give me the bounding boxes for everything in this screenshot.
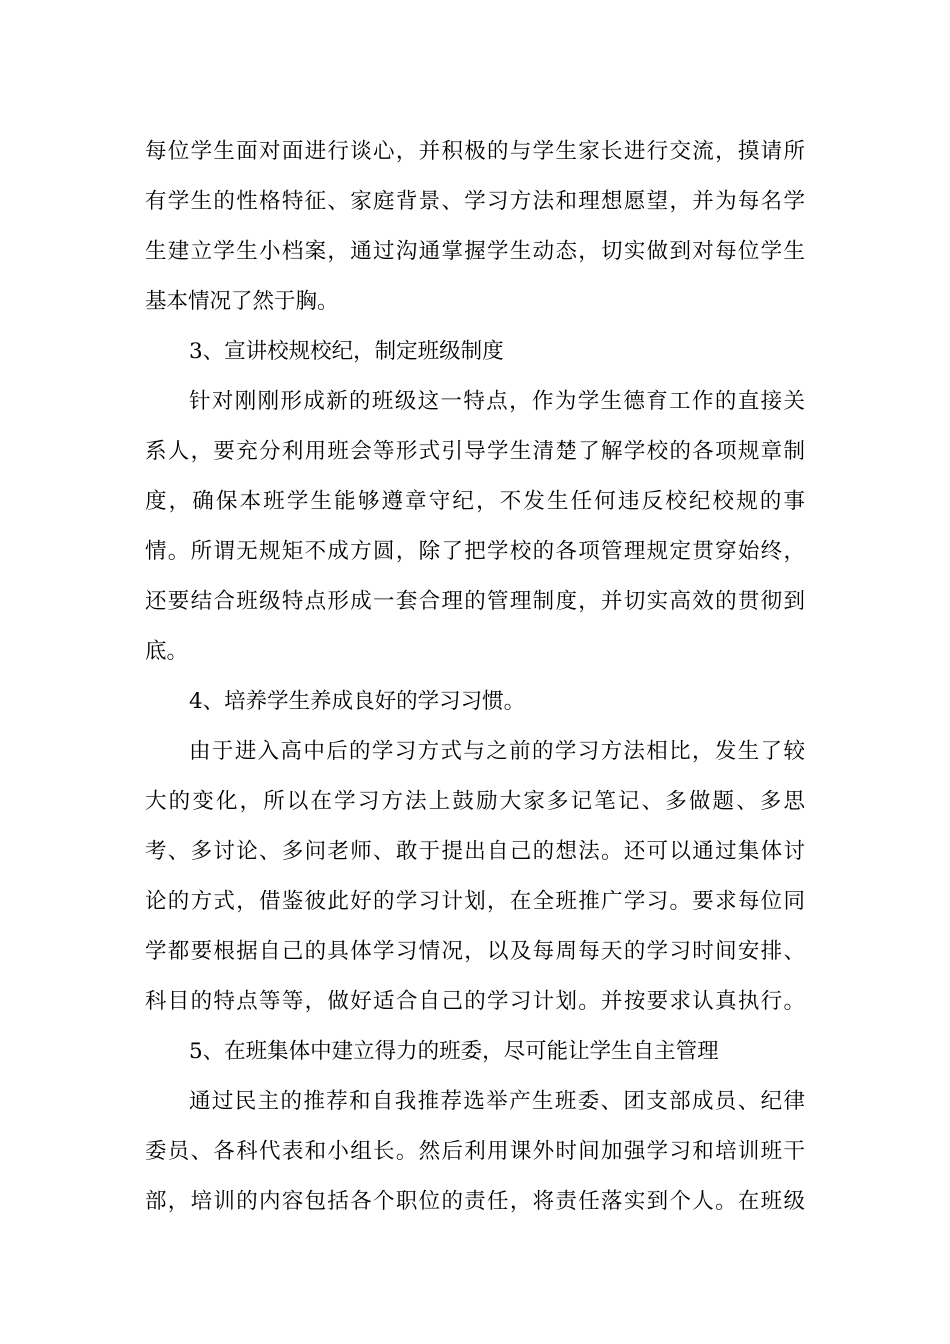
text-line: 还要结合班级特点形成一套合理的管理制度，并切实高效的贯彻到 [145,589,805,614]
paragraph-first-line: 针对刚刚形成新的班级这一特点，作为学生德育工作的直接关 [189,389,805,414]
paragraph-first-line: 由于进入高中后的学习方式与之前的学习方法相比，发生了较 [189,739,805,764]
text-line: 大的变化，所以在学习方法上鼓励大家多记笔记、多做题、多思 [145,789,805,814]
text-line: 考、多讨论、多问老师、敢于提出自己的想法。还可以通过集体讨 [145,839,805,864]
text-line: 底。 [145,639,189,664]
text-line: 委员、各科代表和小组长。然后利用课外时间加强学习和培训班干 [145,1139,805,1164]
text-line: 基本情况了然于胸。 [145,289,339,314]
text-line: 科目的特点等等，做好适合自己的学习计划。并按要求认真执行。 [145,989,805,1014]
text-line: 度，确保本班学生能够遵章守纪，不发生任何违反校纪校规的事 [145,489,805,514]
text-line: 学都要根据自己的具体学习情况，以及每周每天的学习时间安排、 [145,939,805,964]
text-line: 每位学生面对面进行谈心，并积极的与学生家长进行交流，摸请所 [145,139,805,164]
section-heading: 4、培养学生养成良好的学习习惯。 [189,689,526,714]
text-line: 系人，要充分利用班会等形式引导学生清楚了解学校的各项规章制 [145,439,805,464]
text-line: 有学生的性格特征、家庭背景、学习方法和理想愿望，并为每名学 [145,189,805,214]
text-line: 生建立学生小档案，通过沟通掌握学生动态，切实做到对每位学生 [145,239,805,264]
text-line: 论的方式，借鉴彼此好的学习计划，在全班推广学习。要求每位同 [145,889,805,914]
section-heading: 5、在班集体中建立得力的班委，尽可能让学生自主管理 [189,1039,719,1064]
section-heading: 3、宣讲校规校纪，制定班级制度 [189,339,504,364]
text-line: 部，培训的内容包括各个职位的责任，将责任落实到个人。在班级 [145,1189,805,1214]
text-line: 情。所谓无规矩不成方圆，除了把学校的各项管理规定贯穿始终， [145,539,805,564]
paragraph-first-line: 通过民主的推荐和自我推荐选举产生班委、团支部成员、纪律 [189,1089,805,1114]
